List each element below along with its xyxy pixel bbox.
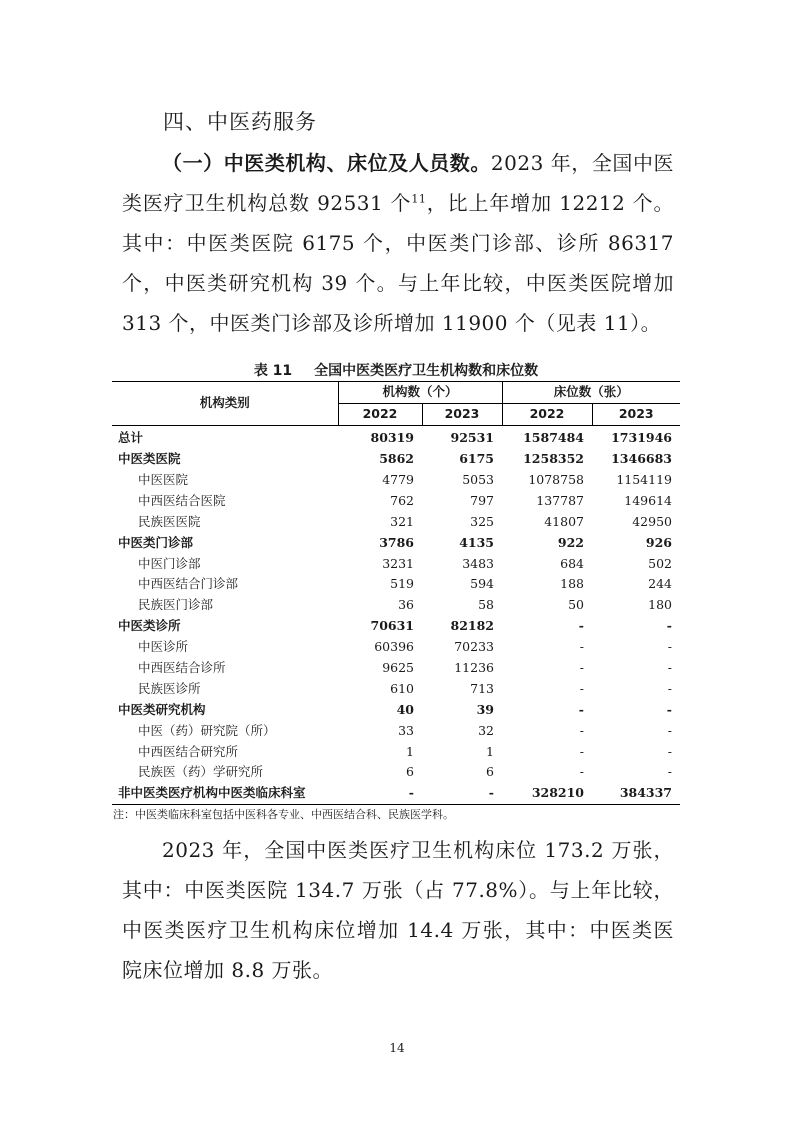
row-category: 总计 bbox=[118, 430, 144, 446]
row-value: - bbox=[666, 701, 672, 717]
table-row bbox=[112, 425, 680, 448]
row-value: 1154119 bbox=[616, 472, 672, 487]
table-title bbox=[112, 360, 680, 380]
row-value: - bbox=[579, 722, 584, 738]
row-value: 70233 bbox=[454, 639, 494, 655]
table-row bbox=[112, 511, 680, 532]
table-row bbox=[112, 783, 680, 804]
row-value: 1078758 bbox=[528, 472, 584, 487]
row-value: - bbox=[422, 783, 502, 804]
footnote-ref: 11 bbox=[411, 192, 427, 206]
row-value: 3786 bbox=[379, 534, 414, 550]
table-row bbox=[112, 658, 680, 679]
row-category: 中医（药）研究院（所） bbox=[138, 722, 276, 738]
row-category: 民族医门诊部 bbox=[138, 597, 214, 613]
row-value: 762 bbox=[390, 492, 414, 508]
header-year: 2023 bbox=[592, 403, 680, 425]
table-row bbox=[112, 741, 680, 762]
row-value: 36 bbox=[398, 597, 414, 613]
row-value: 1346683 bbox=[611, 451, 672, 467]
row-category: 中医类医院 bbox=[118, 451, 181, 467]
row-value: 713 bbox=[470, 680, 494, 696]
row-value: 4135 bbox=[459, 534, 494, 550]
row-value: 3483 bbox=[462, 555, 494, 571]
row-value: 11236 bbox=[454, 660, 494, 676]
header-beds: 床位数（张） bbox=[502, 382, 680, 404]
row-category: 中西医结合研究所 bbox=[138, 743, 239, 759]
row-value: 58 bbox=[478, 597, 494, 613]
row-value: - bbox=[578, 701, 584, 717]
row-value: 60396 bbox=[374, 639, 414, 655]
table-label: 表 11 bbox=[253, 363, 293, 379]
table-row bbox=[112, 699, 680, 720]
section-heading: 四、中医药服务 bbox=[163, 110, 317, 134]
row-value: 384337 bbox=[592, 783, 680, 804]
paragraph-beds bbox=[122, 830, 674, 990]
row-category: 民族医（药）学研究所 bbox=[138, 764, 264, 780]
row-value: - bbox=[667, 660, 672, 676]
table-row bbox=[112, 449, 680, 470]
row-value: 80319 bbox=[370, 430, 414, 446]
row-category: 民族医医院 bbox=[138, 513, 201, 529]
paragraph-text-cont: ，比上年增加 12212 个。其中：中医类医院 6175 个，中医类门诊部、诊所 86317 个，中医类研究机构 39 个。与上年比较，中医类医院增加 313 个，中医类门诊部及诊所增加 11900 个（见表 11）。 bbox=[122, 191, 674, 335]
row-value: 594 bbox=[470, 576, 494, 592]
row-category: 中医类门诊部 bbox=[118, 534, 194, 550]
row-category: 中医医院 bbox=[138, 472, 189, 487]
table-row bbox=[112, 595, 680, 616]
row-category: 非中医类医疗机构中医类临床科室 bbox=[112, 783, 338, 804]
row-value: - bbox=[579, 764, 584, 780]
row-value: - bbox=[579, 743, 584, 759]
header-year: 2023 bbox=[422, 403, 502, 425]
header-year: 2022 bbox=[338, 403, 422, 425]
row-value: 244 bbox=[648, 576, 672, 592]
row-value: 50 bbox=[568, 597, 584, 613]
row-value: 32 bbox=[478, 722, 494, 738]
row-value: 70631 bbox=[370, 618, 414, 634]
row-category: 中医门诊部 bbox=[138, 555, 201, 571]
row-category: 中西医结合门诊部 bbox=[138, 576, 239, 592]
row-value: - bbox=[667, 722, 672, 738]
table-row bbox=[112, 616, 680, 637]
paragraph-text: 2023 年，全国中医类医疗卫生机构总数 92531 个 bbox=[122, 151, 674, 215]
row-value: - bbox=[667, 680, 672, 696]
row-value: 39 bbox=[476, 701, 494, 717]
table-row bbox=[112, 637, 680, 658]
row-value: 797 bbox=[470, 492, 494, 508]
row-value: 1587484 bbox=[523, 430, 584, 446]
row-value: 33 bbox=[398, 722, 414, 738]
table-row bbox=[112, 720, 680, 741]
row-category: 中医类诊所 bbox=[118, 618, 181, 634]
table-row bbox=[112, 470, 680, 491]
row-value: 42950 bbox=[632, 513, 672, 529]
row-value: 149614 bbox=[624, 492, 672, 508]
row-value: 325 bbox=[470, 513, 494, 529]
row-value: 1731946 bbox=[611, 430, 672, 446]
table-row bbox=[112, 532, 680, 553]
row-value: 3231 bbox=[382, 555, 414, 571]
row-value: 922 bbox=[557, 534, 584, 550]
row-value: 519 bbox=[390, 576, 414, 592]
row-value: - bbox=[666, 618, 672, 634]
row-value: 684 bbox=[560, 555, 584, 571]
row-value: 328210 bbox=[502, 783, 592, 804]
table-row bbox=[112, 762, 680, 783]
row-value: 41807 bbox=[544, 513, 584, 529]
header-category: 机构类别 bbox=[112, 382, 338, 426]
row-value: - bbox=[667, 743, 672, 759]
row-value: 5862 bbox=[379, 451, 414, 467]
row-category: 中西医结合诊所 bbox=[138, 660, 226, 676]
row-value: 180 bbox=[648, 597, 672, 613]
header-institutions: 机构数（个） bbox=[338, 382, 502, 404]
row-value: 1 bbox=[486, 743, 494, 759]
row-value: 9625 bbox=[382, 660, 414, 676]
row-value: - bbox=[338, 783, 422, 804]
row-value: 5053 bbox=[462, 472, 494, 487]
row-value: 82182 bbox=[450, 618, 494, 634]
row-value: - bbox=[579, 660, 584, 676]
row-value: 926 bbox=[645, 534, 672, 550]
row-category: 中医类研究机构 bbox=[118, 701, 206, 717]
row-value: 610 bbox=[390, 680, 414, 696]
row-value: 502 bbox=[648, 555, 672, 571]
row-value: - bbox=[578, 618, 584, 634]
header-year: 2022 bbox=[502, 403, 592, 425]
row-value: - bbox=[667, 764, 672, 780]
row-category: 中医诊所 bbox=[138, 639, 189, 655]
page-number: 14 bbox=[389, 1041, 405, 1055]
row-value: 137787 bbox=[536, 492, 584, 508]
institutions-beds-table bbox=[112, 381, 680, 805]
row-category: 民族医诊所 bbox=[138, 680, 201, 696]
table-row bbox=[112, 574, 680, 595]
row-value: 6175 bbox=[459, 451, 494, 467]
table-row bbox=[112, 490, 680, 511]
paragraph-lead: （一）中医类机构、床位及人员数。 bbox=[162, 151, 491, 175]
row-value: 188 bbox=[560, 576, 584, 592]
row-value: 6 bbox=[486, 764, 494, 780]
row-value: 6 bbox=[406, 764, 414, 780]
row-value: - bbox=[579, 680, 584, 696]
row-value: 4779 bbox=[382, 472, 414, 487]
table-caption: 全国中医类医疗卫生机构数和床位数 bbox=[314, 363, 539, 379]
row-value: 40 bbox=[396, 701, 414, 717]
row-value: 1258352 bbox=[523, 451, 584, 467]
table-row bbox=[112, 553, 680, 574]
paragraph-institutions bbox=[122, 143, 674, 343]
row-value: - bbox=[579, 639, 584, 655]
paragraph-text: 2023 年，全国中医类医疗卫生机构床位 173.2 万张，其中：中医类医院 134.7 万张（占 77.8%）。与上年比较，中医类医疗卫生机构床位增加 14.4 万张，其中：中医类医院床位增加 8.8 万张。 bbox=[122, 838, 674, 982]
row-value: 92531 bbox=[450, 430, 494, 446]
row-category: 中西医结合医院 bbox=[138, 492, 226, 508]
table-note: 注：中医类临床科室包括中医科各专业、中西医结合科、民族医学科。 bbox=[113, 808, 454, 821]
table-row bbox=[112, 678, 680, 699]
row-value: 1 bbox=[406, 743, 414, 759]
row-value: 321 bbox=[390, 513, 414, 529]
row-value: - bbox=[667, 639, 672, 655]
